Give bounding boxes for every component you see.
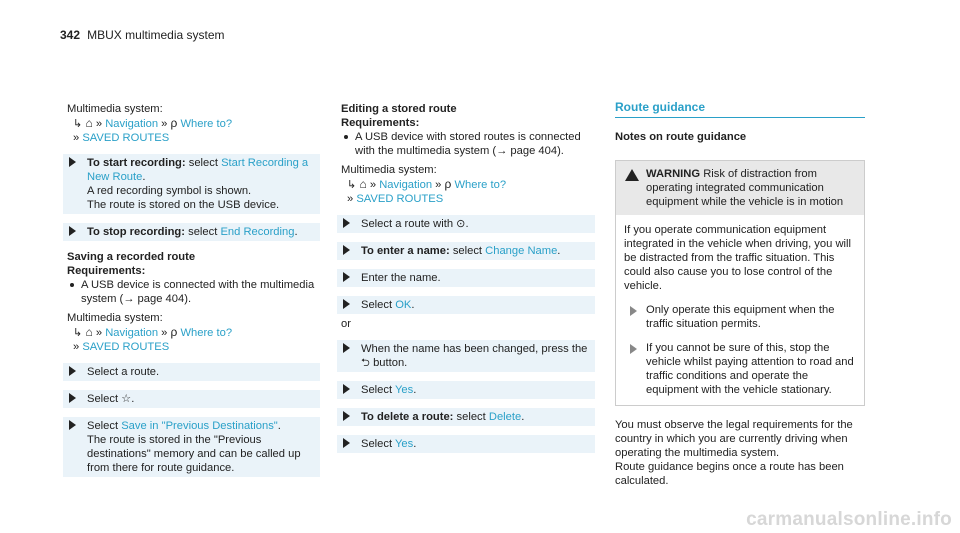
menu-path <box>67 116 320 131</box>
step-arrow-icon <box>69 157 76 167</box>
step-arrow-icon <box>343 272 350 282</box>
step-yes-2: Select Yes. <box>337 435 595 453</box>
header-title: MBUX multimedia system <box>87 28 225 42</box>
path-arrow-icon: ↳ <box>73 327 83 339</box>
path-arrow-icon: ↳ <box>73 118 83 130</box>
step-arrow-icon <box>343 218 350 228</box>
step-delete: To delete a route: select Delete. <box>337 408 595 426</box>
nav-link: Navigation <box>379 179 433 191</box>
step-select-star: Select ☆. <box>63 390 320 408</box>
search-icon: ρ <box>444 177 452 191</box>
chevron-icon: » <box>347 193 354 205</box>
column-3 <box>615 100 865 488</box>
menu-path <box>341 177 595 192</box>
watermark: carmanualsonline.info <box>746 509 952 530</box>
menu-path-2 <box>67 131 320 145</box>
step-select-route: Select a route. <box>63 363 320 381</box>
menu-path-2 <box>67 340 320 354</box>
chevron-icon: » <box>73 132 80 144</box>
chevron-icon: » <box>435 179 442 191</box>
where-link: Where to? <box>454 179 507 191</box>
nav-link: Navigation <box>105 118 159 130</box>
step-arrow-icon <box>343 299 350 309</box>
section-title: Editing a stored route <box>341 103 457 115</box>
chevron-icon: » <box>369 179 377 191</box>
requirements-label: Requirements: <box>341 117 420 129</box>
section-heading: Route guidance <box>615 100 865 118</box>
where-link: Where to? <box>180 327 233 339</box>
step-stop-recording: To stop recording: select End Recording. <box>63 223 320 241</box>
home-icon: ⌂ <box>85 325 93 339</box>
ms-label: Multimedia system: <box>341 164 437 176</box>
step-enter: Enter the name. <box>337 269 595 287</box>
path-arrow-icon: ↳ <box>347 179 357 191</box>
warning-box: WARNING Risk of distraction from operating integrated communication equipment while the vehicle is in motion If you operate communication equipment integrated in the vehicle when driving, you will be distracted from the traffic situation. This could also cause you to lose control of the vehicle. Only operate this equipment when the traffic situation permits. If you cannot be sure of this, stop the vehicle whilst paying attention to road and traffic conditions and operate the equipment with the vehicle stationary. <box>615 160 865 406</box>
column-2 <box>341 102 595 453</box>
step-arrow-icon <box>69 420 76 430</box>
ms-label: Multimedia system: <box>67 312 163 324</box>
subheading: Notes on route guidance <box>615 131 747 143</box>
step-ok: Select OK. <box>337 296 595 314</box>
nav-link: Navigation <box>105 327 159 339</box>
chevron-icon: » <box>95 327 103 339</box>
step-arrow-icon <box>343 245 350 255</box>
search-icon: ρ <box>170 325 178 339</box>
page-header <box>60 28 225 43</box>
chevron-icon: » <box>73 341 80 353</box>
body-text: Route guidance begins once a route has been calculated. <box>615 461 844 487</box>
menu-path <box>67 325 320 340</box>
step-arrow-icon <box>343 438 350 448</box>
page-number: 342 <box>60 28 81 42</box>
step-arrow-icon <box>630 344 637 354</box>
requirements-label: Requirements: <box>67 265 146 277</box>
chevron-icon: » <box>161 327 168 339</box>
requirement-item: A USB device with stored routes is connected with the multimedia system (→ page 404). <box>341 130 595 158</box>
chevron-icon: » <box>95 118 103 130</box>
where-link: Where to? <box>180 118 233 130</box>
step-arrow-icon <box>630 306 637 316</box>
column-1 <box>67 102 320 477</box>
body-text: You must observe the legal requirements for the country in which you are currently driving when operating the multimedia system. <box>615 419 853 459</box>
step-start-recording: To start recording: select Start Recording a New Route. A red recording symbol is shown. The route is stored on the USB device. <box>63 154 320 214</box>
home-icon: ⌂ <box>85 116 93 130</box>
step-arrow-icon <box>343 343 350 353</box>
ms-label: Multimedia system: <box>67 103 163 115</box>
step-arrow-icon <box>343 384 350 394</box>
requirement-item: A USB device is connected with the multimedia system (→ page 404). <box>67 278 320 306</box>
or-text: or <box>341 318 351 330</box>
section-title: Saving a recorded route <box>67 251 196 263</box>
search-icon: ρ <box>170 116 178 130</box>
saved-routes-link: SAVED ROUTES <box>356 193 444 205</box>
step-arrow-icon <box>69 393 76 403</box>
step-arrow-icon <box>343 411 350 421</box>
step-select: Select a route with ⊙. <box>337 215 595 233</box>
warning-icon <box>625 169 639 181</box>
step-name: To enter a name: select Change Name. <box>337 242 595 260</box>
step-arrow-icon <box>69 226 76 236</box>
step-arrow-icon <box>69 366 76 376</box>
saved-routes-link: SAVED ROUTES <box>82 132 170 144</box>
chevron-icon: » <box>161 118 168 130</box>
step-save: Select Save in "Previous Destinations". The route is stored in the "Previous destinations" memory and can be called up from there for route guidance. <box>63 417 320 477</box>
menu-path-2 <box>341 192 595 206</box>
saved-routes-link: SAVED ROUTES <box>82 341 170 353</box>
step-back: When the name has been changed, press the ⮌ button. <box>337 340 595 372</box>
step-yes: Select Yes. <box>337 381 595 399</box>
home-icon: ⌂ <box>359 177 367 191</box>
